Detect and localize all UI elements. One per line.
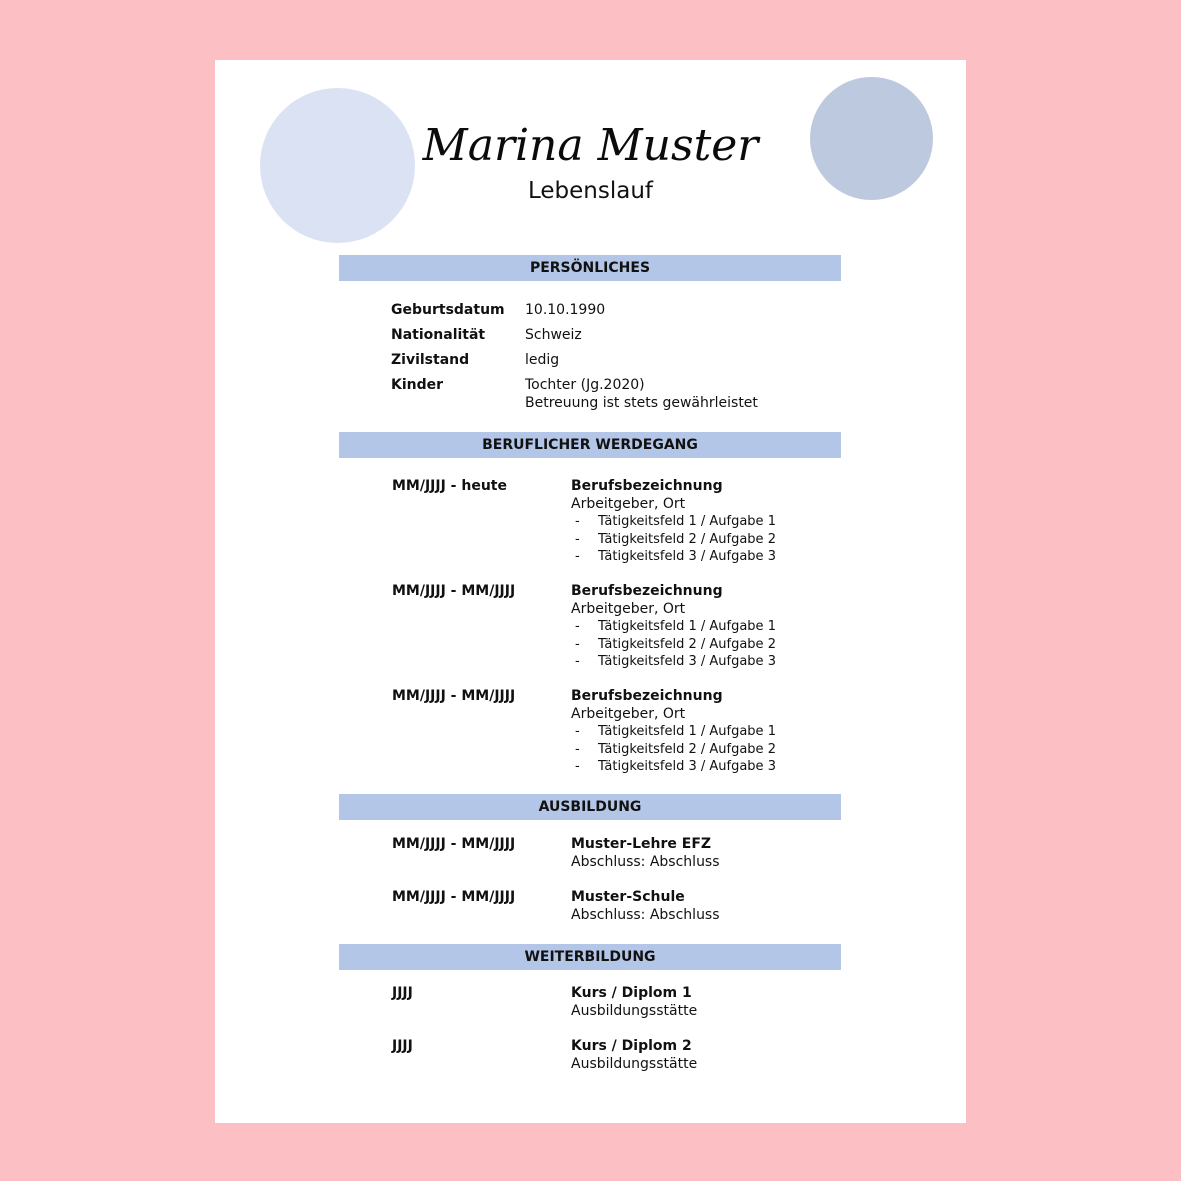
personal-value: 10.10.1990 bbox=[525, 302, 606, 318]
career-employer: Arbeitgeber, Ort bbox=[571, 601, 686, 617]
career-title: Berufsbezeichnung bbox=[571, 478, 723, 494]
section-personal-heading: PERSÖNLICHES bbox=[339, 255, 841, 281]
training-title: Kurs / Diplom 1 bbox=[571, 985, 692, 1001]
personal-label: Nationalität bbox=[391, 327, 486, 343]
personal-value: ledig bbox=[525, 352, 560, 368]
career-title: Berufsbezeichnung bbox=[571, 688, 723, 704]
education-title: Muster-Lehre EFZ bbox=[571, 836, 712, 852]
career-period: MM/JJJJ - MM/JJJJ bbox=[392, 583, 516, 599]
career-employer: Arbeitgeber, Ort bbox=[571, 706, 686, 722]
career-title: Berufsbezeichnung bbox=[571, 583, 723, 599]
name-signature: Marina Muster bbox=[422, 120, 759, 171]
career-employer: Arbeitgeber, Ort bbox=[571, 496, 686, 512]
document-subtitle: Lebenslauf bbox=[527, 178, 654, 204]
section-education-heading: AUSBILDUNG bbox=[339, 794, 841, 820]
personal-value: Schweiz bbox=[525, 327, 582, 343]
personal-value: Tochter (Jg.2020) bbox=[525, 377, 645, 393]
training-period: JJJJ bbox=[392, 1038, 413, 1054]
resume-page: Marina Muster Lebenslauf PERSÖNLICHES Geburtsdatum 10.10.1990 Nationalität Schweiz Zivilstand ledig Kinder Tochter (Jg.2020) Betreuung ist stets gewährleistet BERUFLICHER WERDEGANG MM/JJJJ - heute Berufsbezeichnung Arbeitgeber, Ort - Tätigkeitsfeld 1 / Aufgabe 1 - Tätigkeitsfeld 2 / Aufgabe 2 - Tätigkeitsfeld 3 / Aufgabe 3 MM/JJJJ - MM/JJJJ Berufsbezeichnung Arbeitgeber, Ort - Tätigkeitsfeld 1 / Aufgabe 1 - Tätigkeitsfeld 2 / Aufgabe 2 - Tätigkeitsfeld 3 / Aufgabe 3 MM/JJJJ - MM/JJJJ Berufsbezeichnung Arbeitgeber, Ort - Tätigkeitsfeld 1 / Aufgabe 1 - Tätigkeitsfeld 2 / Aufgabe 2 - Tätigkeitsfeld 3 / Aufgabe 3 AUSBILDUNG MM/JJJJ - MM/JJJJ Muster-Lehre EFZ Abschluss: Abschluss MM/JJJJ - MM/JJJJ Muster-Schule Abschluss: Abschluss WEITERBILDUNG JJJJ Kurs / Diplom 1 Ausbildungsstätte JJJJ Kurs / Diplom 2 Ausbildungsstätte bbox=[215, 60, 966, 1123]
personal-label: Kinder bbox=[391, 377, 444, 393]
training-detail: Ausbildungsstätte bbox=[571, 1056, 698, 1072]
education-detail: Abschluss: Abschluss bbox=[571, 907, 720, 923]
section-career-heading: BERUFLICHER WERDEGANG bbox=[339, 432, 841, 458]
training-period: JJJJ bbox=[392, 985, 413, 1001]
career-period: MM/JJJJ - heute bbox=[392, 478, 507, 494]
education-title: Muster-Schule bbox=[571, 889, 685, 905]
training-title: Kurs / Diplom 2 bbox=[571, 1038, 692, 1054]
section-training-heading: WEITERBILDUNG bbox=[339, 944, 841, 970]
training-detail: Ausbildungsstätte bbox=[571, 1003, 698, 1019]
education-period: MM/JJJJ - MM/JJJJ bbox=[392, 889, 516, 905]
education-detail: Abschluss: Abschluss bbox=[571, 854, 720, 870]
education-period: MM/JJJJ - MM/JJJJ bbox=[392, 836, 516, 852]
personal-label: Geburtsdatum bbox=[391, 302, 505, 318]
personal-label: Zivilstand bbox=[391, 352, 470, 368]
career-period: MM/JJJJ - MM/JJJJ bbox=[392, 688, 516, 704]
personal-value-line2: Betreuung ist stets gewährleistet bbox=[525, 395, 758, 411]
